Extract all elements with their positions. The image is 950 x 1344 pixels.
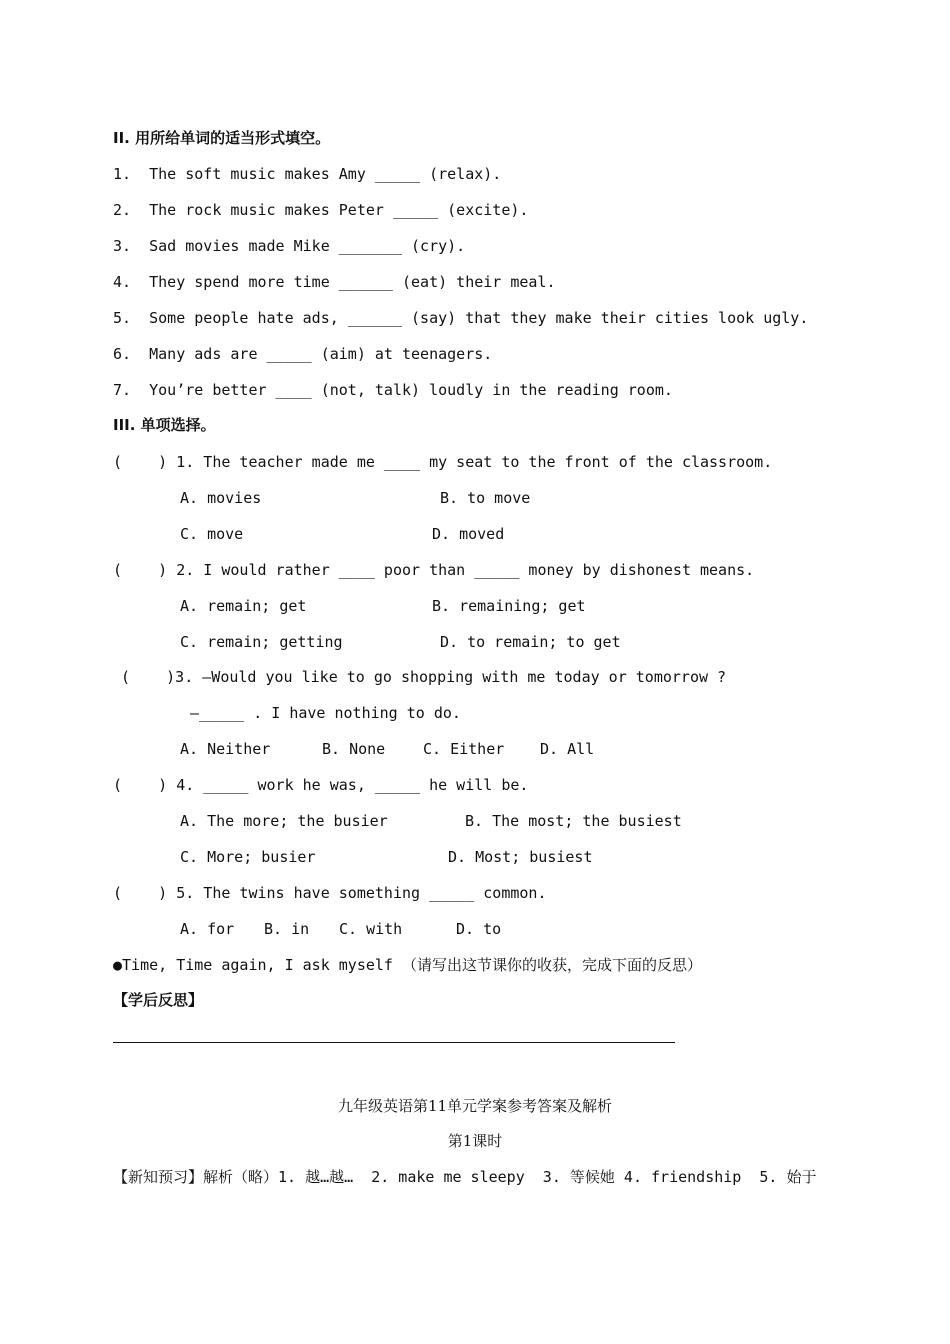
reflection-title: 【学后反思】	[113, 991, 204, 1009]
fill-item-7: 7. You’re better ____ (not, talk) loudly in the reading room.	[113, 381, 673, 399]
question-1-option-a: A. movies	[180, 489, 262, 507]
question-4-stem: ( ) 4. _____ work he was, _____ he will be.	[113, 776, 529, 794]
fill-item-4: 4. They spend more time ______ (eat) their meal.	[113, 273, 556, 291]
fill-item-1: 1. The soft music makes Amy _____ (relax).	[113, 165, 502, 183]
answers-title: 九年级英语第11单元学案参考答案及解析	[337, 1097, 613, 1115]
question-4-option-b: B. The most; the busiest	[465, 812, 682, 830]
reflection-prompt: ●Time, Time again, I ask myself （请写出这节课你的收获，完成下面的反思）	[113, 956, 702, 974]
question-5-stem: ( ) 5. The twins have something _____ common.	[113, 884, 547, 902]
section-2-heading: II. 用所给单词的适当形式填空。	[113, 129, 331, 147]
reflection-answer-line	[113, 1042, 675, 1043]
question-5-option-a: A. for	[180, 920, 235, 938]
question-1-option-b: B. to move	[440, 489, 531, 507]
question-1-option-c: C. move	[180, 525, 244, 543]
fill-item-6: 6. Many ads are _____ (aim) at teenagers.	[113, 345, 493, 363]
answers-preview: 【新知预习】解析（略）1. 越…越… 2. make me sleepy 3. 等候她 4. friendship 5. 始于	[113, 1168, 817, 1186]
question-3-option-c: C. Either	[423, 740, 505, 758]
answers-lesson: 第1课时	[447, 1132, 503, 1150]
question-5-option-c: C. with	[339, 920, 403, 938]
question-2-option-a: A. remain; get	[180, 597, 307, 615]
question-4-option-c: C. More; busier	[180, 848, 316, 866]
fill-item-5: 5. Some people hate ads, ______ (say) that they make their cities look ugly.	[113, 309, 809, 327]
question-4-option-a: A. The more; the busier	[180, 812, 388, 830]
fill-item-3: 3. Sad movies made Mike _______ (cry).	[113, 237, 466, 255]
question-4-option-d: D. Most; busiest	[448, 848, 593, 866]
section-3-heading: III. 单项选择。	[113, 416, 216, 434]
question-3-option-d: D. All	[540, 740, 595, 758]
question-1-option-d: D. moved	[432, 525, 505, 543]
question-2-option-c: C. remain; getting	[180, 633, 343, 651]
question-3-stem: ( )3. —Would you like to go shopping with me today or tomorrow ?	[121, 668, 727, 686]
question-1-stem: ( ) 1. The teacher made me ____ my seat to the front of the classroom.	[113, 453, 773, 471]
question-2-option-d: D. to remain; to get	[440, 633, 621, 651]
question-3-option-b: B. None	[322, 740, 386, 758]
question-2-stem: ( ) 2. I would rather ____ poor than _____ money by dishonest means.	[113, 561, 755, 579]
question-3-option-a: A. Neither	[180, 740, 271, 758]
question-5-option-d: D. to	[456, 920, 502, 938]
fill-item-2: 2. The rock music makes Peter _____ (excite).	[113, 201, 529, 219]
question-2-option-b: B. remaining; get	[432, 597, 586, 615]
question-3-reply: —_____ . I have nothing to do.	[190, 704, 461, 722]
question-5-option-b: B. in	[264, 920, 310, 938]
